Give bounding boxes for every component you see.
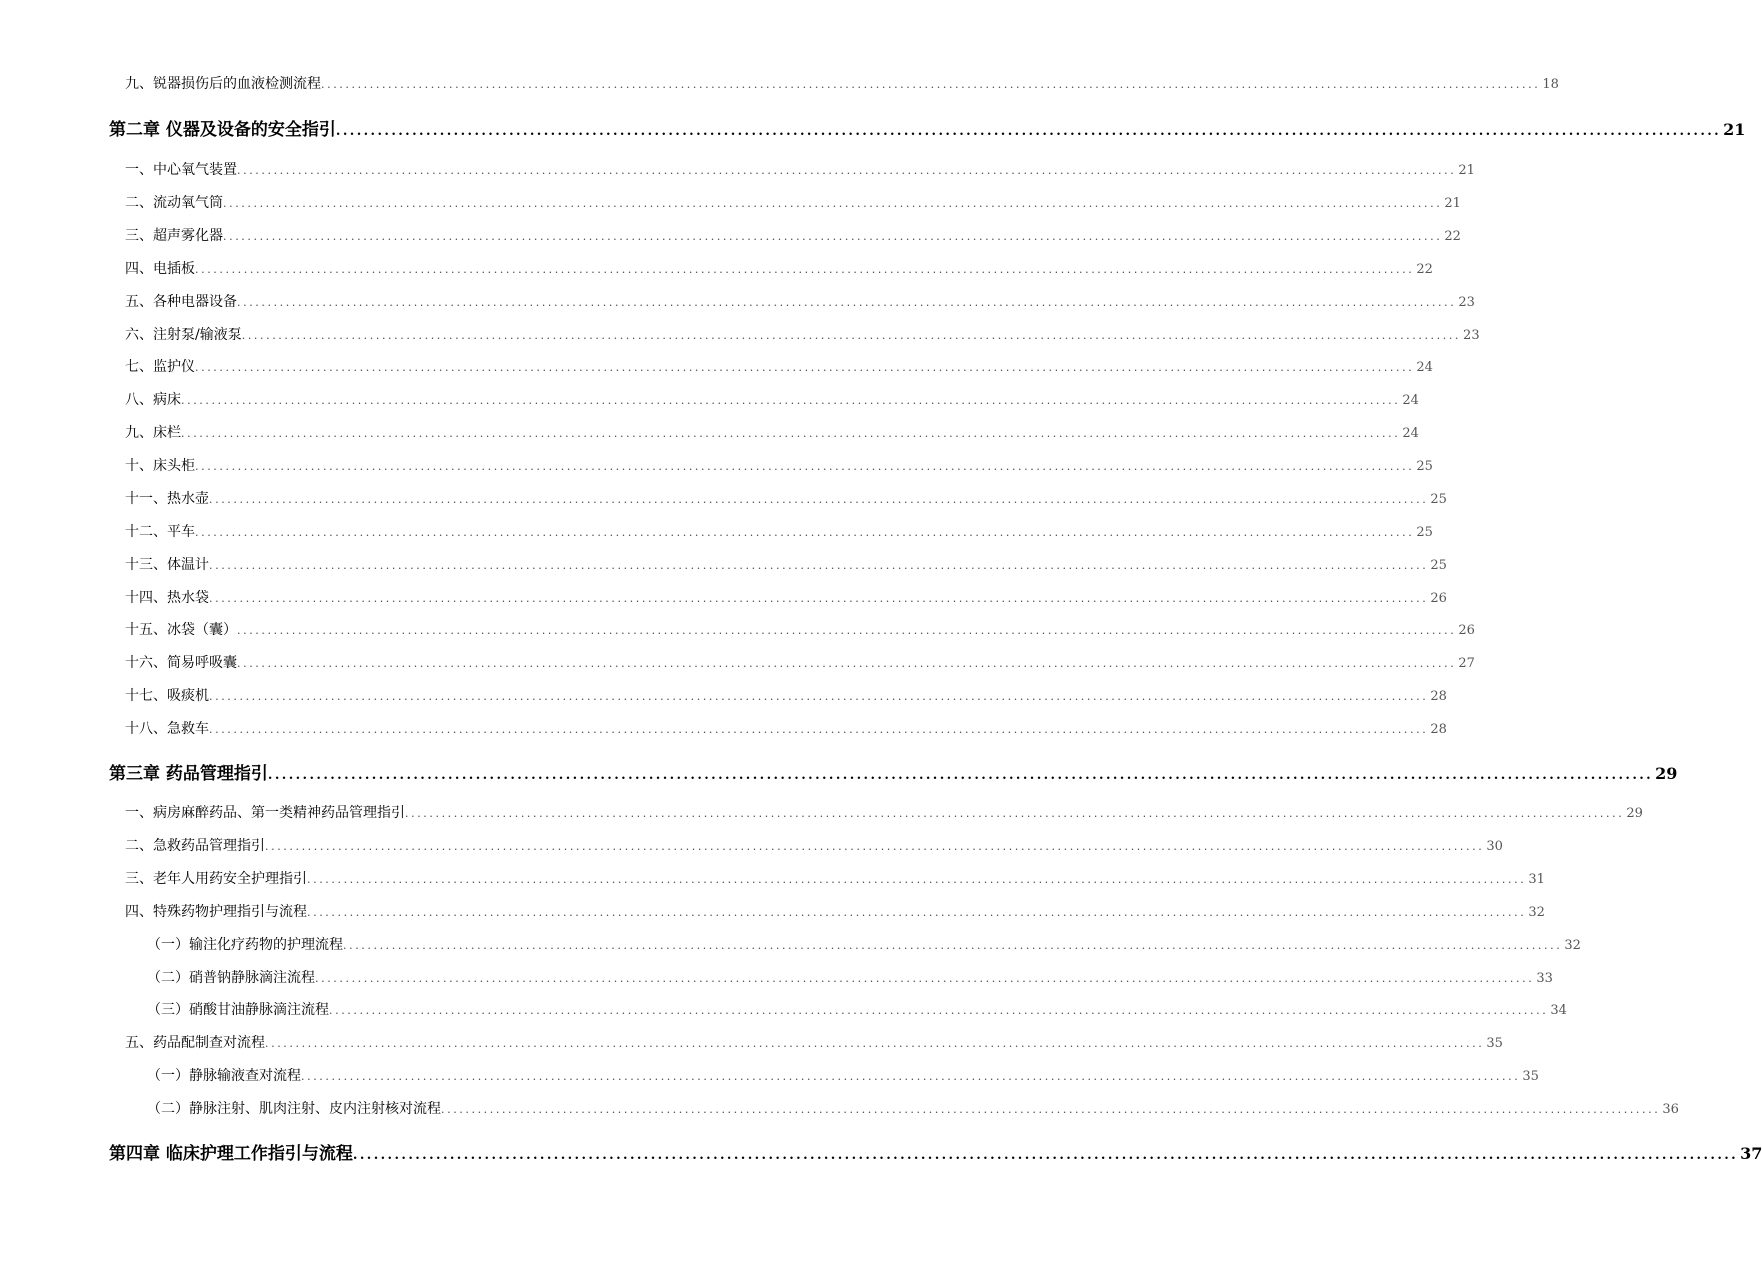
toc-page-number: 31 [1528, 872, 1545, 887]
toc-dot-leader: ........................................................................................................................................................................................................ [315, 972, 1535, 985]
toc-entry-title: 十二、平车 [125, 524, 195, 540]
toc-entry[interactable] [125, 192, 1461, 212]
toc-page-number: 21 [1723, 120, 1746, 139]
toc-entry-title: （一）输注化疗药物的护理流程 [147, 937, 343, 953]
toc-entry[interactable] [125, 73, 1559, 93]
toc-page-number: 35 [1522, 1069, 1539, 1084]
toc-page-number: 32 [1564, 938, 1581, 953]
toc-page-number: 21 [1458, 163, 1475, 178]
toc-page-number: 27 [1458, 656, 1475, 671]
toc-entry-title: 十、床头柜 [125, 458, 195, 474]
toc-entry-title: 十七、吸痰机 [125, 688, 209, 704]
toc-dot-leader: ........................................................................................................................................................................................................ [301, 1070, 1521, 1083]
toc-entry-title: 三、老年人用药安全护理指引 [125, 871, 307, 887]
toc-dot-leader: ........................................................................................................................................................................................................ [265, 840, 1485, 853]
toc-dot-leader: ........................................................................................................................................................................................................ [441, 1103, 1661, 1116]
toc-dot-leader: ........................................................................................................................................................................................................ [241, 329, 1462, 342]
toc-dot-leader: ........................................................................................................................................................................................................ [335, 124, 1722, 139]
toc-entry-title: 一、病房麻醉药品、第一类精神药品管理指引 [125, 805, 405, 821]
toc-entry-title: 九、锐器损伤后的血液检测流程 [125, 76, 321, 92]
toc-chapter-entry[interactable] [109, 115, 1746, 140]
toc-page-number: 32 [1528, 905, 1545, 920]
toc-entry[interactable] [125, 587, 1447, 607]
toc-page-number: 30 [1486, 839, 1503, 854]
toc-page-number: 24 [1402, 393, 1419, 408]
toc-page-number: 22 [1444, 229, 1461, 244]
toc-dot-leader: ........................................................................................................................................................................................................ [343, 939, 1563, 952]
toc-dot-leader: ........................................................................................................................................................................................................ [181, 394, 1401, 407]
toc-entry[interactable] [125, 488, 1447, 508]
toc-dot-leader: ........................................................................................................................................................................................................ [321, 78, 1541, 91]
toc-entry-title: 十五、冰袋（囊） [125, 622, 237, 638]
toc-entry-title: 八、病床 [125, 392, 181, 408]
toc-page-number: 26 [1458, 623, 1475, 638]
toc-page-number: 37 [1740, 1144, 1762, 1163]
toc-entry[interactable] [125, 1032, 1503, 1052]
toc-entry-title: 十三、体温计 [125, 557, 209, 573]
toc-page-number: 33 [1536, 971, 1553, 986]
toc-subentry[interactable] [147, 1065, 1539, 1085]
toc-entry-title: 十八、急救车 [125, 721, 209, 737]
toc-entry-title: （三）硝酸甘油静脉滴注流程 [147, 1002, 329, 1018]
toc-dot-leader: ........................................................................................................................................................................................................ [209, 592, 1429, 605]
toc-entry[interactable] [125, 291, 1475, 311]
toc-dot-leader: ........................................................................................................................................................................................................ [195, 526, 1415, 539]
toc-dot-leader: ........................................................................................................................................................................................................ [307, 873, 1527, 886]
toc-entry[interactable] [125, 356, 1433, 376]
toc-entry[interactable] [125, 685, 1447, 705]
toc-entry-title: （一）静脉输液查对流程 [147, 1068, 301, 1084]
toc-page-number: 34 [1550, 1003, 1567, 1018]
toc-entry-title: 十六、简易呼吸囊 [125, 655, 237, 671]
toc-entry-title: 七、监护仪 [125, 359, 195, 375]
toc-page-number: 18 [1542, 77, 1559, 92]
toc-page-number: 23 [1458, 295, 1475, 310]
toc-entry-title: 二、急救药品管理指引 [125, 838, 265, 854]
toc-page-number: 29 [1655, 764, 1678, 783]
toc-dot-leader: ........................................................................................................................................................................................................ [209, 723, 1429, 736]
toc-page-number: 25 [1430, 492, 1447, 507]
toc-entry[interactable] [125, 258, 1433, 278]
toc-entry-title: （二）静脉注射、肌肉注射、皮内注射核对流程 [147, 1101, 441, 1117]
toc-entry[interactable] [125, 422, 1419, 442]
toc-dot-leader: ........................................................................................................................................................................................................ [307, 906, 1527, 919]
toc-dot-leader: ........................................................................................................................................................................................................ [209, 493, 1429, 506]
toc-entry[interactable] [125, 225, 1461, 245]
toc-dot-leader: ........................................................................................................................................................................................................ [237, 657, 1457, 670]
toc-entry[interactable] [125, 554, 1447, 574]
toc-entry-title: 第二章 仪器及设备的安全指引 [109, 120, 336, 140]
toc-entry-title: 三、超声雾化器 [125, 228, 223, 244]
toc-chapter-entry[interactable] [109, 759, 1678, 784]
toc-page-number: 35 [1486, 1036, 1503, 1051]
toc-page-number: 25 [1430, 558, 1447, 573]
toc-page-number: 21 [1444, 196, 1461, 211]
toc-subentry[interactable] [147, 934, 1581, 954]
toc-subentry[interactable] [147, 999, 1567, 1019]
toc-dot-leader: ........................................................................................................................................................................................................ [237, 624, 1457, 637]
toc-entry[interactable] [125, 455, 1433, 475]
toc-page-number: 28 [1430, 722, 1447, 737]
toc-dot-leader: ........................................................................................................................................................................................................ [329, 1004, 1549, 1017]
toc-entry[interactable] [125, 389, 1419, 409]
toc-page-number: 22 [1416, 262, 1433, 277]
toc-entry[interactable] [125, 901, 1545, 921]
toc-dot-leader: ........................................................................................................................................................................................................ [195, 263, 1415, 276]
toc-entry[interactable] [125, 159, 1475, 179]
toc-page-number: 28 [1430, 689, 1447, 704]
toc-dot-leader: ........................................................................................................................................................................................................ [352, 1148, 1739, 1163]
toc-entry[interactable] [125, 521, 1433, 541]
toc-page-number: 24 [1416, 360, 1433, 375]
toc-page-number: 29 [1626, 806, 1643, 821]
toc-entry[interactable] [125, 868, 1545, 888]
toc-entry[interactable] [125, 718, 1447, 738]
toc-entry-title: 二、流动氧气筒 [125, 195, 223, 211]
toc-page-number: 24 [1402, 426, 1419, 441]
toc-entry-title: 四、电插板 [125, 261, 195, 277]
toc-dot-leader: ........................................................................................................................................................................................................ [181, 427, 1401, 440]
toc-dot-leader: ........................................................................................................................................................................................................ [195, 361, 1415, 374]
toc-entry[interactable] [125, 652, 1475, 672]
toc-page-number: 36 [1662, 1102, 1679, 1117]
toc-chapter-entry[interactable] [109, 1139, 1762, 1164]
toc-dot-leader: ........................................................................................................................................................................................................ [237, 164, 1457, 177]
toc-entry[interactable] [125, 324, 1480, 344]
toc-dot-leader: ........................................................................................................................................................................................................ [223, 230, 1443, 243]
toc-dot-leader: ........................................................................................................................................................................................................ [209, 690, 1429, 703]
toc-dot-leader: ........................................................................................................................................................................................................ [405, 807, 1625, 820]
toc-entry[interactable] [125, 802, 1643, 822]
toc-dot-leader: ........................................................................................................................................................................................................ [223, 197, 1443, 210]
toc-dot-leader: ........................................................................................................................................................................................................ [267, 768, 1654, 783]
toc-entry-title: 六、注射泵/输液泵 [125, 327, 242, 343]
toc-dot-leader: ........................................................................................................................................................................................................ [195, 460, 1415, 473]
toc-entry-title: 第四章 临床护理工作指引与流程 [109, 1144, 353, 1164]
toc-subentry[interactable] [147, 967, 1553, 987]
toc-entry[interactable] [125, 835, 1503, 855]
toc-dot-leader: ........................................................................................................................................................................................................ [265, 1037, 1485, 1050]
toc-entry-title: 十一、热水壶 [125, 491, 209, 507]
toc-page-number: 25 [1416, 459, 1433, 474]
toc-dot-leader: ........................................................................................................................................................................................................ [237, 296, 1457, 309]
toc-page-number: 26 [1430, 591, 1447, 606]
toc-entry-title: 九、床栏 [125, 425, 181, 441]
toc-entry[interactable] [125, 619, 1475, 639]
toc-entry-title: 一、中心氧气装置 [125, 162, 237, 178]
toc-subentry[interactable] [147, 1098, 1679, 1118]
toc-entry-title: 十四、热水袋 [125, 590, 209, 606]
toc-page-number: 25 [1416, 525, 1433, 540]
toc-entry-title: 五、各种电器设备 [125, 294, 237, 310]
toc-page-number: 23 [1463, 328, 1480, 343]
toc-entry-title: （二）硝普钠静脉滴注流程 [147, 970, 315, 986]
toc-dot-leader: ........................................................................................................................................................................................................ [209, 559, 1429, 572]
toc-entry-title: 第三章 药品管理指引 [109, 764, 268, 784]
toc-entry-title: 四、特殊药物护理指引与流程 [125, 904, 307, 920]
toc-entry-title: 五、药品配制查对流程 [125, 1035, 265, 1051]
